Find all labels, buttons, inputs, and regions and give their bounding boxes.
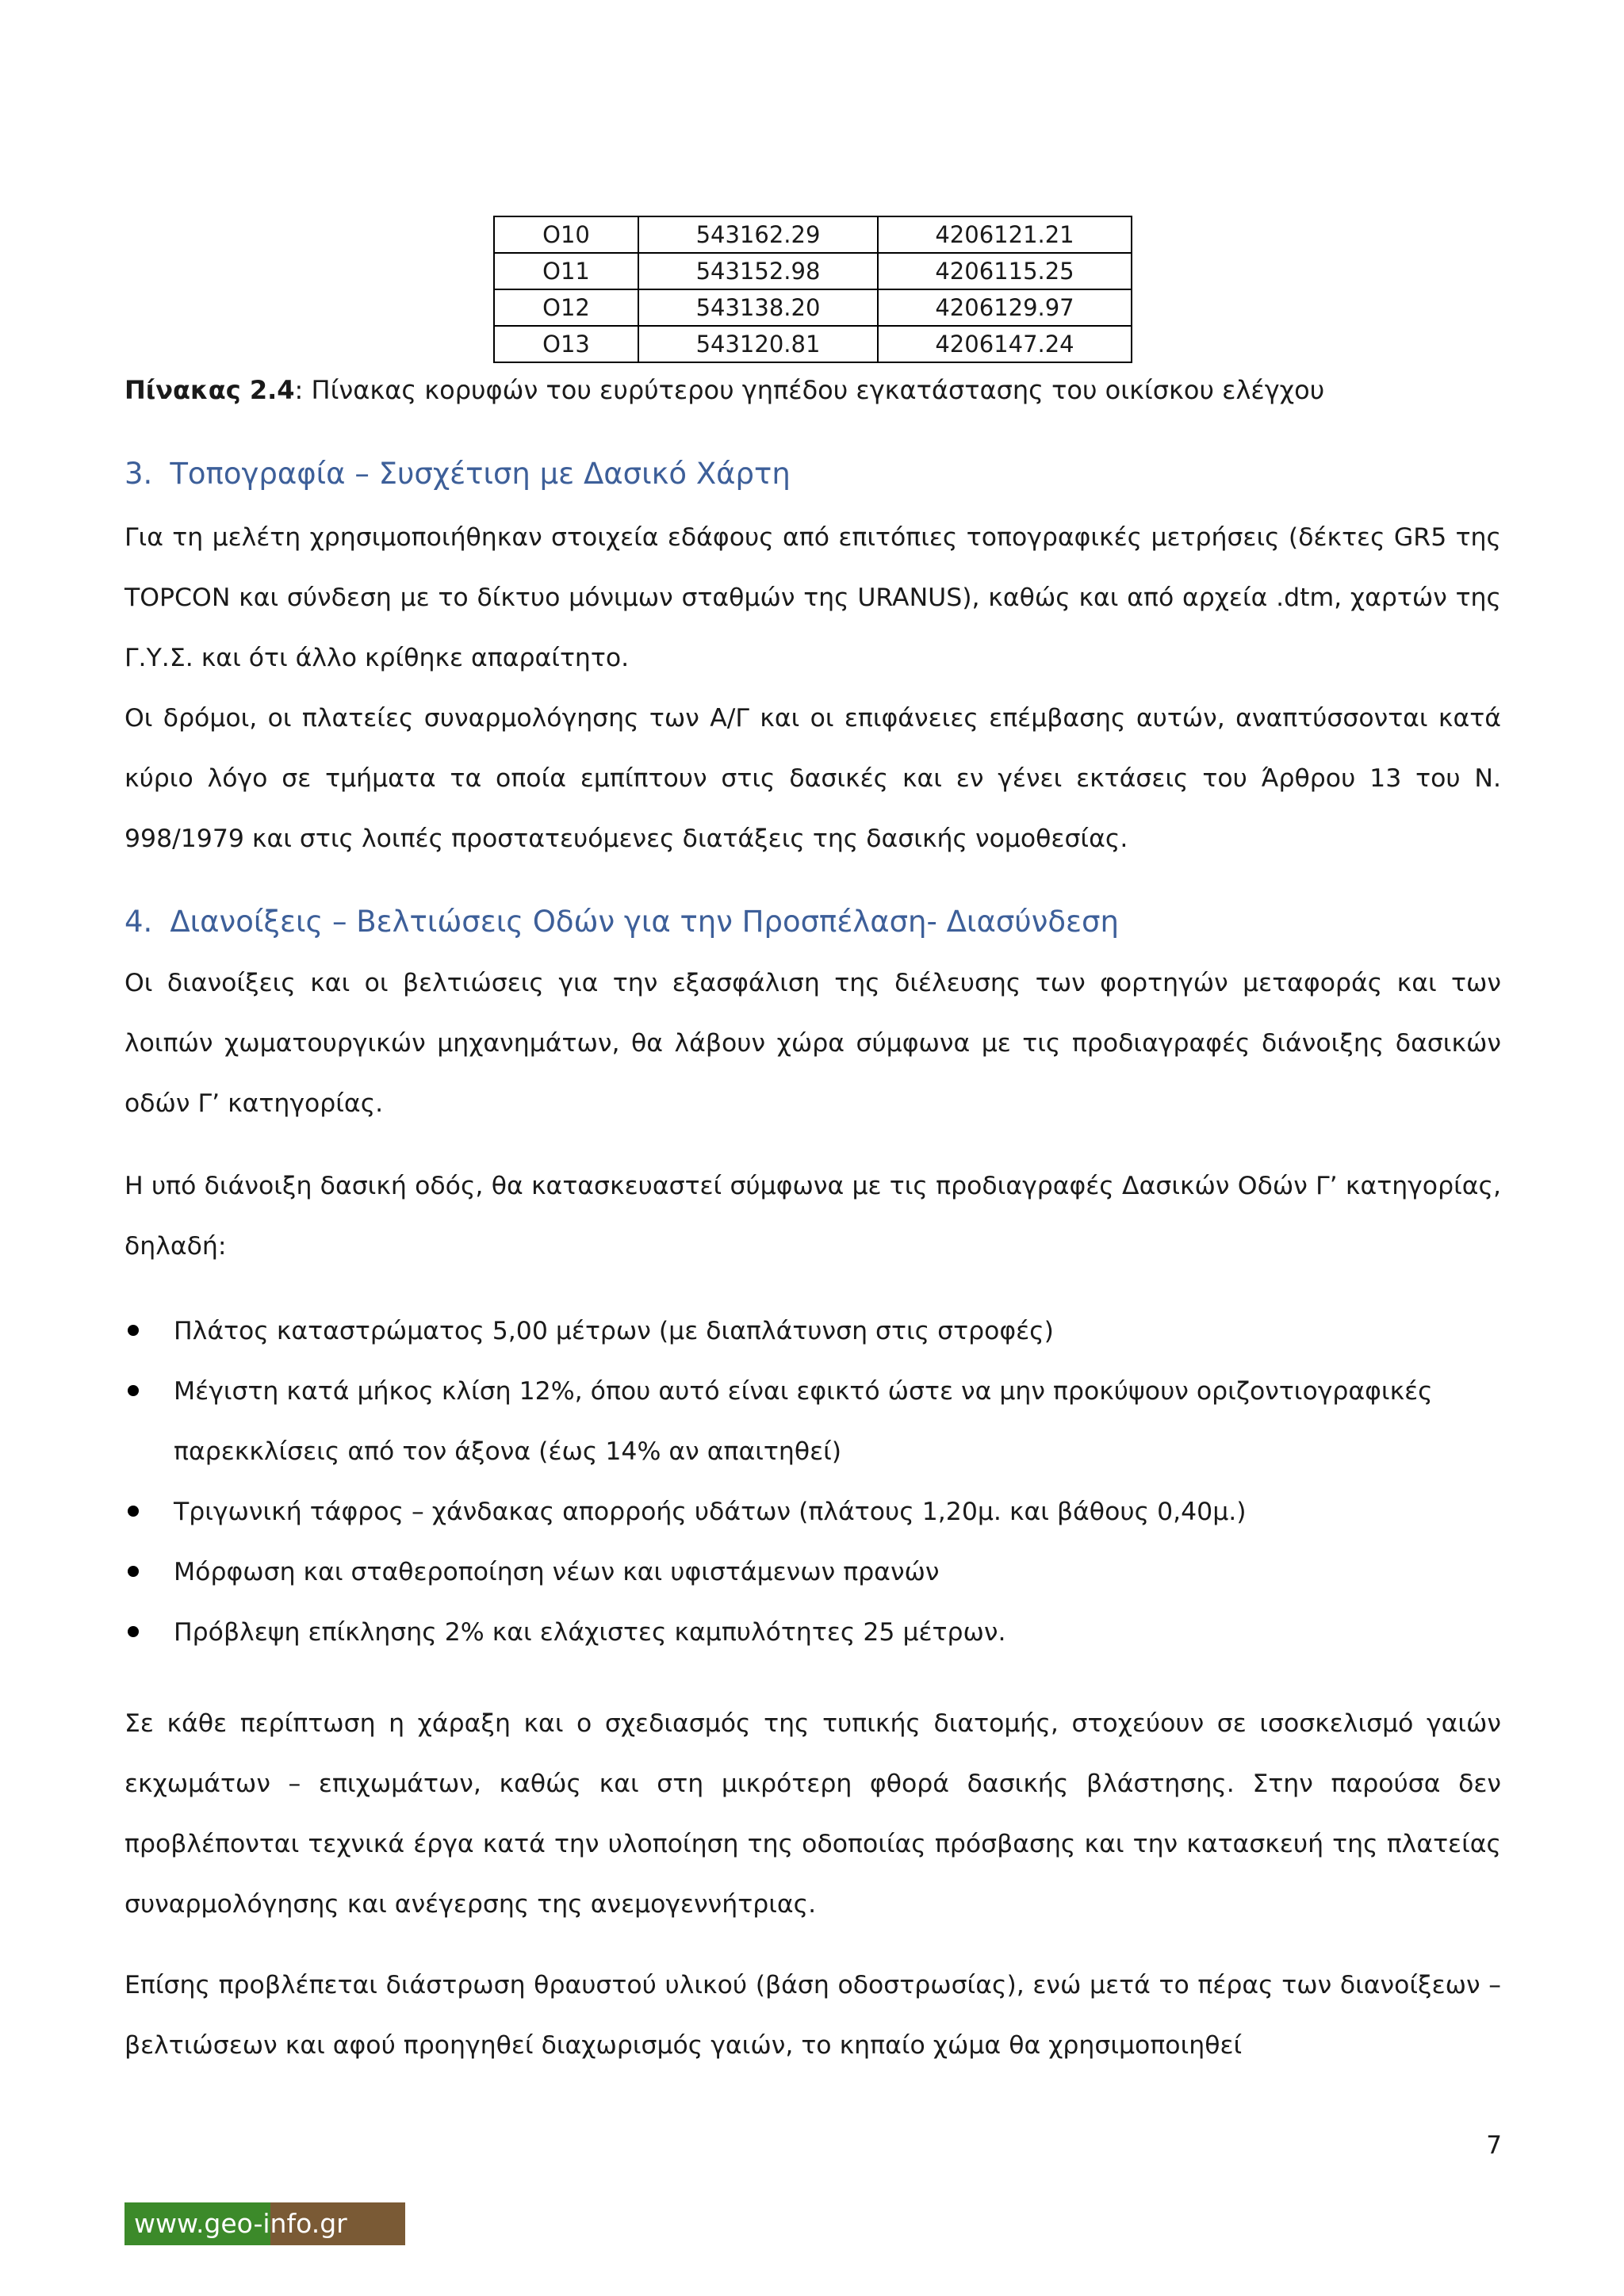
x-coordinate-cell: 543138.20 [638, 289, 878, 326]
vertex-id-cell: O13 [494, 326, 638, 362]
section-4-number: 4. [124, 905, 153, 939]
table-row [494, 216, 1132, 253]
vertex-id-cell: O12 [494, 289, 638, 326]
footer-logo-text: www.geo-info.gr [134, 2208, 347, 2239]
list-item-text: Μέγιστη κατά μήκος κλίση 12%, όπου αυτό είναι εφικτό ώστε να μην προκύψουν οριζοντιογραφικές παρεκκλίσεις από τον άξονα (έως 14% αν απαιτηθεί) [174, 1377, 1433, 1466]
section-3-heading [124, 450, 791, 498]
y-coordinate-cell: 4206129.97 [878, 289, 1132, 326]
section-3-paragraph-2: Οι δρόμοι, οι πλατείες συναρμολόγησης των Α/Γ και οι επιφάνειες επέμβασης αυτών, αναπτύσσονται κατά κύριο λόγο σε τμήματα τα οποία εμπίπτουν στις δασικές και εν γένει εκτάσεις του Άρθρου 13 του Ν. 998/1979 και στις λοιπές προστατευόμενες διατάξεις της δασικής νομοθεσίας. [124, 704, 1501, 853]
section-3-number: 3. [124, 457, 153, 491]
section-4-paragraph-2: Η υπό διάνοιξη δασική οδός, θα κατασκευαστεί σύμφωνα με τις προδιαγραφές Δασικών Οδών Γ’ κατηγορίας, δηλαδή: [124, 1172, 1501, 1261]
y-coordinate-cell: 4206121.21 [878, 216, 1132, 253]
list-item-text: Τριγωνική τάφρος – χάνδακας απορροής υδάτων (πλάτους 1,20μ. και βάθους 0,40μ.) [174, 1498, 1247, 1526]
vertex-id-cell: O10 [494, 216, 638, 253]
coordinates-table [493, 216, 1132, 363]
y-coordinate-cell: 4206147.24 [878, 326, 1132, 362]
table-caption-text: : Πίνακας κορυφών του ευρύτερου γηπέδου εγκατάστασης του οικίσκου ελέγχου [294, 375, 1325, 405]
vertex-id-cell: O11 [494, 253, 638, 289]
section-4-paragraph-3: Σε κάθε περίπτωση η χάραξη και ο σχεδιασμός της τυπικής διατομής, στοχεύουν σε ισοσκελισμό γαιών εκχωμάτων – επιχωμάτων, καθώς και στη μικρότερη φθορά δασικής βλάστησης. Στην παρούσα δεν προβλέπονται τεχνικά έργα κατά την υλοποίηση της οδοποιίας πρόσβασης και την κατασκευή της πλατείας συναρμολόγησης και ανέγερσης της ανεμογεννήτριας. [124, 1709, 1501, 1919]
bullet-icon [128, 1566, 139, 1577]
section-4-paragraph-4: Επίσης προβλέπεται διάστρωση θραυστού υλικού (βάση οδοστρωσίας), ενώ μετά το πέρας των διανοίξεων – βελτιώσεων και αφού προηγηθεί διαχωρισμός γαιών, το κηπαίο χώμα θα χρησιμοποιηθεί [124, 1971, 1501, 2060]
bullet-icon [128, 1626, 139, 1637]
x-coordinate-cell: 543162.29 [638, 216, 878, 253]
table-row [494, 253, 1132, 289]
footer-logo-link[interactable] [124, 2202, 405, 2245]
section-4-paragraph-1: Οι διανοίξεις και οι βελτιώσεις για την εξασφάλιση της διέλευσης των φορτηγών μεταφοράς και των λοιπών χωματουργικών μηχανημάτων, θα λάβουν χώρα σύμφωνα με τις προδιαγραφές διάνοιξης δασικών οδών Γ’ κατηγορίας. [124, 969, 1501, 1118]
y-coordinate-cell: 4206115.25 [878, 253, 1132, 289]
list-item-text: Πρόβλεψη επίκλησης 2% και ελάχιστες καμπυλότητες 25 μέτρων. [174, 1618, 1006, 1647]
bullet-icon [128, 1325, 139, 1336]
section-3-title: Τοπογραφία – Συσχέτιση με Δασικό Χάρτη [170, 457, 791, 491]
bullet-icon [128, 1506, 139, 1517]
table-row [494, 326, 1132, 362]
list-item [124, 1301, 1501, 1361]
bullet-icon [128, 1385, 139, 1396]
table-row [494, 289, 1132, 326]
list-item [124, 1482, 1501, 1542]
x-coordinate-cell: 543120.81 [638, 326, 878, 362]
section-4-title: Διανοίξεις – Βελτιώσεις Οδών για την Προσπέλαση- Διασύνδεση [170, 905, 1119, 939]
list-item [124, 1602, 1501, 1663]
x-coordinate-cell: 543152.98 [638, 253, 878, 289]
section-4-heading [124, 898, 1119, 946]
table-caption-label: Πίνακας 2.4 [124, 375, 295, 405]
page-number: 7 [1486, 2131, 1502, 2160]
section-3-paragraph-1: Για τη μελέτη χρησιμοποιήθηκαν στοιχεία εδάφους από επιτόπιες τοπογραφικές μετρήσεις (δέκτες GR5 της TOPCON και σύνδεση με το δίκτυο μόνιμων σταθμών της URANUS), καθώς και από αρχεία .dtm, χαρτών της Γ.Υ.Σ. και ότι άλλο κρίθηκε απαραίτητο. [124, 523, 1501, 672]
list-item-text: Πλάτος καταστρώματος 5,00 μέτρων (με διαπλάτυνση στις στροφές) [174, 1317, 1054, 1345]
specifications-list [124, 1301, 1501, 1663]
table-caption [124, 369, 1324, 411]
list-item-text: Μόρφωση και σταθεροποίηση νέων και υφιστάμενων πρανών [174, 1558, 940, 1586]
list-item [124, 1361, 1501, 1482]
list-item [124, 1542, 1501, 1602]
